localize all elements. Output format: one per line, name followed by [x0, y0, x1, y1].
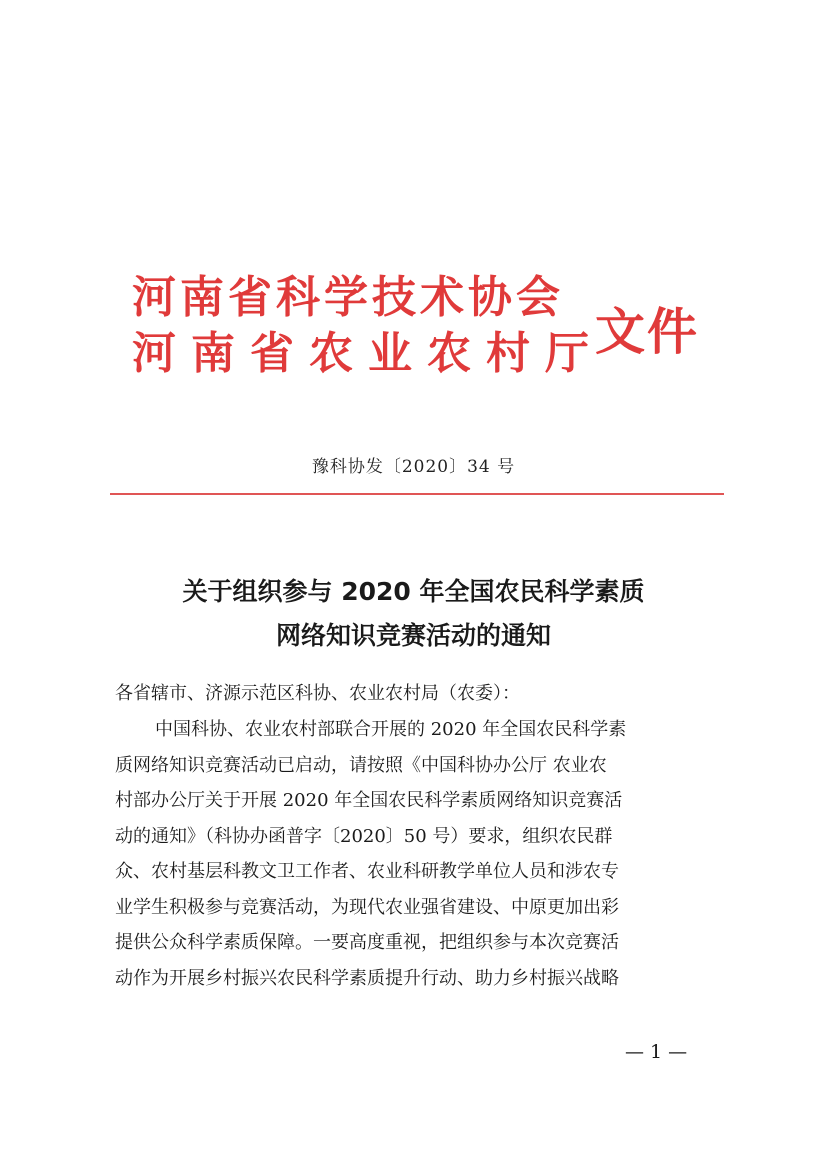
body-paragraph	[115, 712, 725, 996]
title-line: 关于组织参与 2020 年全国农民科学素质	[182, 577, 645, 606]
salutation: 各省辖市、济源示范区科协、农业农村局（农委）：	[115, 683, 520, 704]
document-title	[0, 570, 827, 658]
issuer-block	[132, 272, 602, 380]
body-line: 动作为开展乡村振兴农民科学素质提升行动、助力乡村振兴战略	[115, 967, 619, 989]
body-line: 业学生积极参与竞赛活动，为现代农业强省建设、中原更加出彩	[115, 896, 619, 918]
document-type-label: 文件	[595, 303, 699, 361]
body-line: 中国科协、农业农村部联合开展的 2020 年全国农民科学素	[155, 719, 627, 740]
page-number: — 1 —	[625, 1041, 688, 1063]
body-line: 提供公众科学素质保障。一要高度重视，把组织参与本次竞赛活	[115, 932, 619, 953]
body-line: 村部办公厅关于开展 2020 年全国农民科学素质网络知识竞赛活	[115, 790, 623, 811]
body-line: 众、农村基层科教文卫工作者、农业科研教学单位人员和涉农专	[115, 861, 619, 882]
body-line: 质网络知识竞赛活动已启动，请按照《中国科协办公厅 农业农	[115, 754, 607, 776]
issuer-name: 河南省农业农村厅	[132, 328, 604, 379]
issuer-name: 河南省科学技术协会	[132, 272, 564, 323]
document-number: 豫科协发〔2020〕34 号	[311, 457, 516, 477]
body-line: 动的通知》（科协办函普字〔2020〕50 号）要求，组织农民群	[115, 825, 613, 847]
title-line: 网络知识竞赛活动的通知	[275, 621, 551, 650]
red-divider-line	[110, 493, 724, 495]
